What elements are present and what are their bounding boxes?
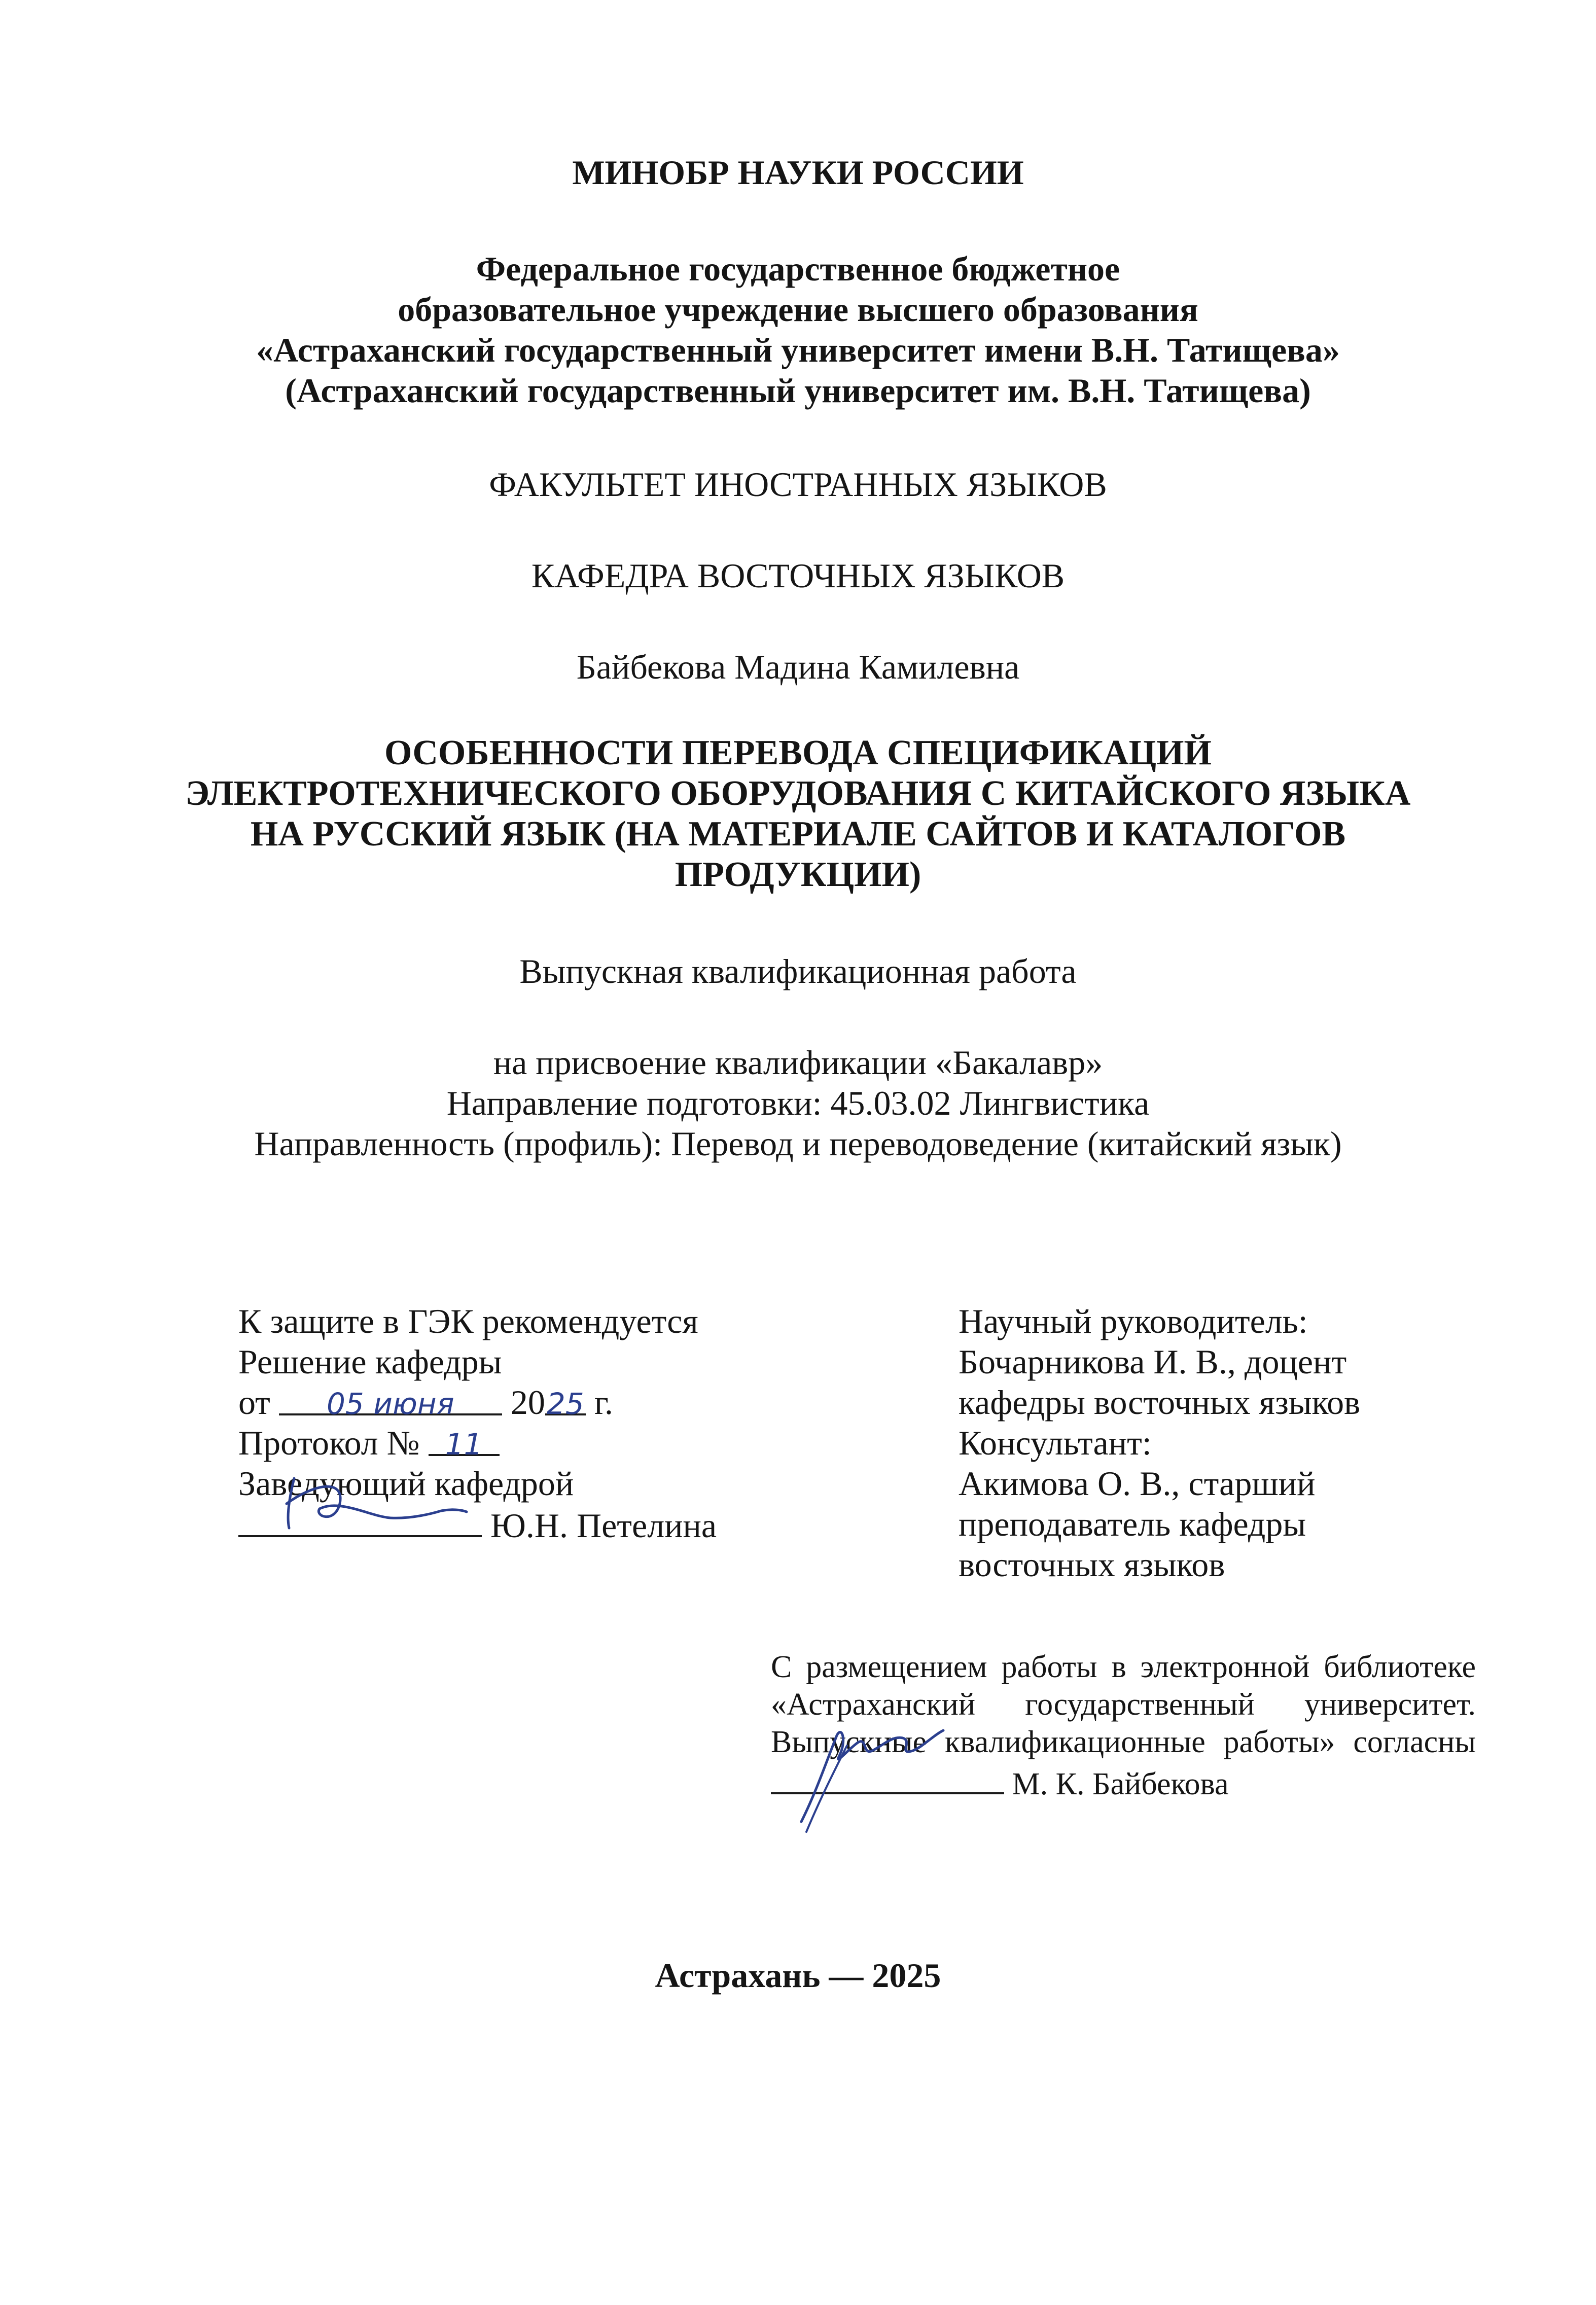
thesis-title-line-3: НА РУССКИЙ ЯЗЫК (НА МАТЕРИАЛЕ САЙТОВ И КАТАЛОГОВ (250, 814, 1346, 854)
head-signature-image (238, 1468, 482, 1539)
faculty-name: ФАКУЛЬТЕТ ИНОСТРАННЫХ ЯЗЫКОВ (489, 465, 1107, 504)
city-year: Астрахань — 2025 (655, 1956, 941, 1995)
org-line-2: образовательное учреждение высшего образования (398, 290, 1198, 329)
decision-date-row (238, 1382, 796, 1423)
supervisors-block (959, 1301, 1415, 1585)
org-line-3: «Астраханский государственный университет имени В.Н. Татищева» (256, 331, 1340, 369)
work-type: Выпускная квалификационная работа (519, 952, 1077, 990)
year-suffix: г. (594, 1383, 614, 1422)
qualification: на присвоение квалификации «Бакалавр» (493, 1043, 1103, 1082)
consent-line-1: С размещением работы в электронной библиотеке (771, 1650, 1476, 1684)
consultant-line-2: Акимова О. В., старший (959, 1464, 1316, 1503)
handwritten-date: 05 июня (327, 1387, 454, 1421)
thesis-title-line-1: ОСОБЕННОСТИ ПЕРЕВОДА СПЕЦИФИКАЦИЙ (384, 733, 1212, 772)
consent-signer-name: М. К. Байбекова (1012, 1767, 1229, 1801)
supervisor-line-1: Научный руководитель: (959, 1302, 1308, 1340)
year-slot (545, 1382, 586, 1421)
date-slot (279, 1382, 502, 1421)
consultant-line-1: Консультант: (959, 1424, 1152, 1462)
consultant-line-4: восточных языков (959, 1545, 1225, 1584)
author-signature-image (771, 1715, 1004, 1837)
author-signature-slot (771, 1761, 1004, 1794)
author-name: Байбекова Мадина Камилевна (576, 648, 1020, 686)
head-signature-row (238, 1504, 796, 1544)
supervisor-line-2: Бочарникова И. В., доцент (959, 1342, 1347, 1381)
training-direction: Направление подготовки: 45.03.02 Лингвистика (446, 1084, 1150, 1122)
defense-block (238, 1301, 796, 1544)
handwritten-year: 25 (546, 1387, 584, 1421)
department-decision: Решение кафедры (238, 1342, 502, 1381)
consent-line-3: Выпускные квалификационные работы» согласны (771, 1725, 1476, 1759)
consultant-line-3: преподаватель кафедры (959, 1505, 1306, 1543)
training-profile: Направленность (профиль): Перевод и переводоведение (китайский язык) (254, 1124, 1342, 1163)
head-label: Заведующий кафедрой (238, 1464, 574, 1503)
consent-signature-row (771, 1761, 1476, 1801)
department-name: КАФЕДРА ВОСТОЧНЫХ ЯЗЫКОВ (531, 556, 1065, 595)
year-prefix: 20 (510, 1383, 545, 1422)
protocol-label: Протокол № (238, 1424, 420, 1462)
head-signature-slot (238, 1504, 482, 1537)
head-name: Ю.Н. Петелина (490, 1506, 717, 1545)
protocol-row (238, 1423, 796, 1463)
library-consent-block (771, 1648, 1476, 1801)
org-line-1: Федеральное государственное бюджетное (476, 250, 1120, 288)
protocol-slot (429, 1423, 500, 1462)
date-prefix: от (238, 1383, 270, 1422)
ministry-heading: МИНОБР НАУКИ РОССИИ (572, 153, 1024, 192)
thesis-title-line-2: ЭЛЕКТРОТЕХНИЧЕСКОГО ОБОРУДОВАНИЯ С КИТАЙСКОГО ЯЗЫКА (185, 774, 1411, 813)
defense-recommended: К защите в ГЭК рекомендуется (238, 1302, 698, 1340)
consent-line-2: «Астраханский государственный университет. (771, 1687, 1476, 1722)
supervisor-line-3: кафедры восточных языков (959, 1383, 1361, 1422)
thesis-title-line-4: ПРОДУКЦИИ) (675, 855, 921, 894)
org-line-4: (Астраханский государственный университет им. В.Н. Татищева) (285, 371, 1311, 410)
handwritten-protocol-number: 11 (445, 1427, 483, 1462)
